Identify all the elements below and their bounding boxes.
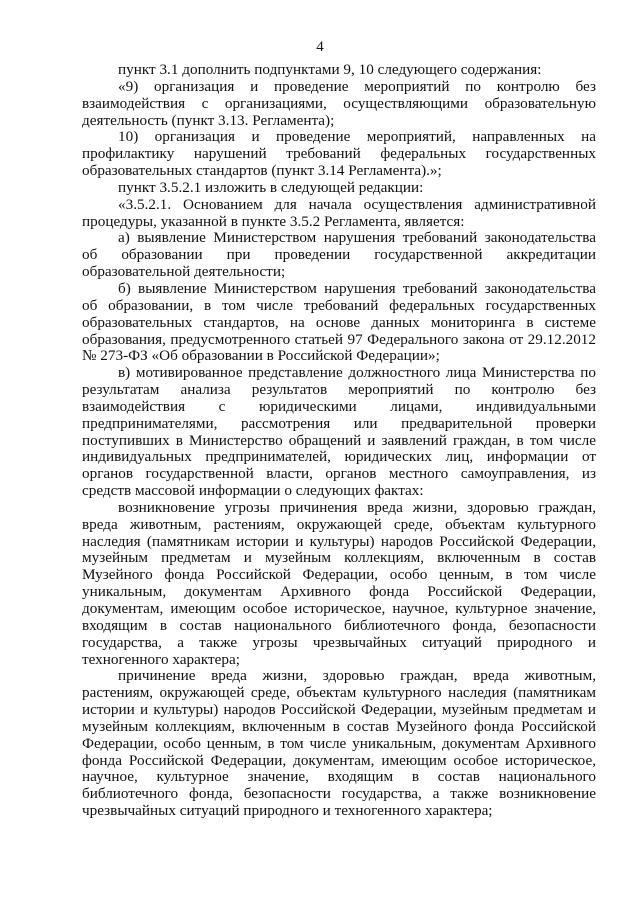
document-body: [82, 62, 596, 820]
paragraph-item-a: а) выявление Министерством нарушения требований законодательства об образовании при проведении государственной аккредитации образовательной деятельности;: [82, 229, 596, 281]
paragraph-item-v: в) мотивированное представление должностного лица Министерства по результатам анализа результатов мероприятий по контролю без взаимодействия с юридическими лицами, индивидуальными предпринимателями, рассмотрения или предварительной проверки поступивших в Министерство обращений и заявлений граждан, в том числе индивидуальных предпринимателей, юридических лиц, информации от органов государственной власти, органов местного самоуправления, из средств массовой информации о следующих фактах:: [82, 364, 596, 500]
paragraph-threat-of-harm: возникновение угрозы причинения вреда жизни, здоровью граждан, вреда животным, растениям, окружающей среде, объектам культурного наследия (памятникам истории и культуры) народов Российской Федерации, музейным предметам и музейным коллекциям, включенным в состав Музейного фонда Российской Федерации, особо ценным, в том числе уникальным, документам Архивного фонда Российской Федерации, документам, имеющим особое историческое, научное, культурное значение, входящим в состав национального библиотечного фонда, безопасности государства, а также угрозы чрезвычайных ситуаций природного и техногенного характера;: [82, 498, 596, 668]
page-number: 4: [316, 39, 324, 55]
paragraph-amend-3-5-2-1: пункт 3.5.2.1 изложить в следующей редакции:: [118, 178, 424, 196]
paragraph-causing-harm: причинение вреда жизни, здоровью граждан, вреда животным, растениям, окружающей среде, объектам культурного наследия (памятникам истории и культуры) народов Российской Федерации, музейным предметам и музейным коллекциям, включенным в состав Музейного фонда Российской Федерации, особо ценным, в том числе уникальным, документам Архивного фонда Российской Федерации, документам, имеющим особое историческое, научное, культурное значение, входящим в состав национального библиотечного фонда, безопасности государства, а также возникновение чрезвычайных ситуаций природного и техногенного характера;: [82, 667, 596, 820]
paragraph-3-5-2-1-text: «3.5.2.1. Основанием для начала осуществления административной процедуры, указанной в пункте 3.5.2 Регламента, является:: [82, 195, 596, 230]
paragraph-subpoint-9: «9) организация и проведение мероприятий по контролю без взаимодействия с организациями, осуществляющими образовательную деятельность (пункт 3.13. Регламента);: [82, 77, 596, 129]
paragraph-subpoint-10: 10) организация и проведение мероприятий, направленных на профилактику нарушений требований федеральных государственных образовательных стандартов (пункт 3.14 Регламента).»;: [82, 128, 596, 180]
paragraph-amend-3-1: пункт 3.1 дополнить подпунктами 9, 10 следующего содержания:: [118, 61, 542, 78]
paragraph-item-b: б) выявление Министерством нарушения требований законодательства об образовании, в том числе требований федеральных государственных образовательных стандартов, на основе данных мониторинга в системе образования, предусмотренного статьей 97 Федерального закона от 29.12.2012 № 273-ФЗ «Об образовании в Российской Федерации»;: [82, 279, 596, 365]
